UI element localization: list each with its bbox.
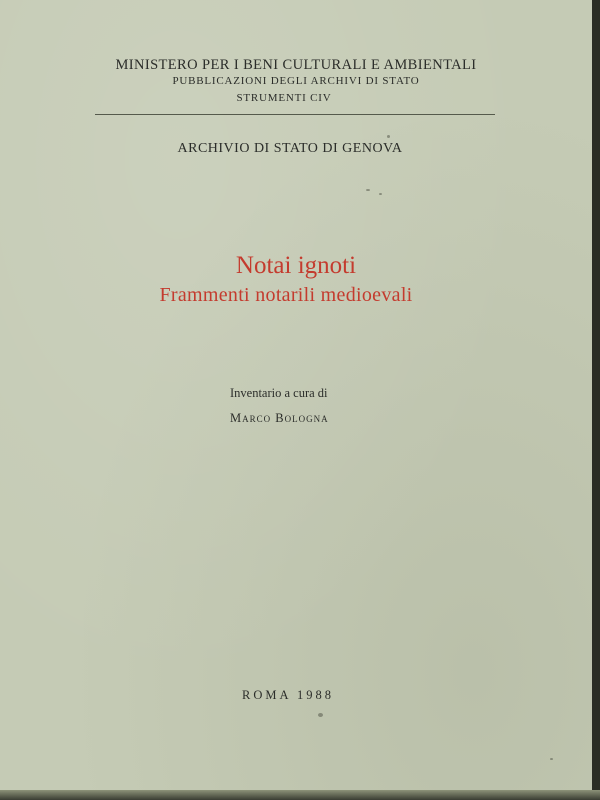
right-edge-shadow	[592, 0, 600, 800]
archive-name: ARCHIVIO DI STATO DI GENOVA	[177, 141, 403, 156]
ministry-heading: MINISTERO PER I BENI CULTURALI E AMBIENTALI	[115, 57, 477, 73]
paper-speck	[387, 135, 390, 138]
book-title: Notai ignoti	[235, 252, 357, 279]
header-divider	[95, 114, 495, 115]
book-subtitle: Frammenti notarili medioevali	[159, 284, 413, 306]
paper-speck	[550, 758, 553, 760]
bottom-edge-shadow	[0, 790, 600, 800]
place-and-year: ROMA 1988	[242, 688, 334, 702]
series-heading: PUBBLICAZIONI DEGLI ARCHIVI DI STATO	[172, 75, 420, 87]
series-number: STRUMENTI CIV	[236, 92, 332, 104]
paper-speck	[366, 189, 370, 191]
curator-name: Marco Bologna	[230, 411, 329, 425]
curator-label: Inventario a cura di	[230, 386, 328, 400]
paper-speck	[379, 193, 382, 195]
paper-speck	[318, 713, 323, 717]
